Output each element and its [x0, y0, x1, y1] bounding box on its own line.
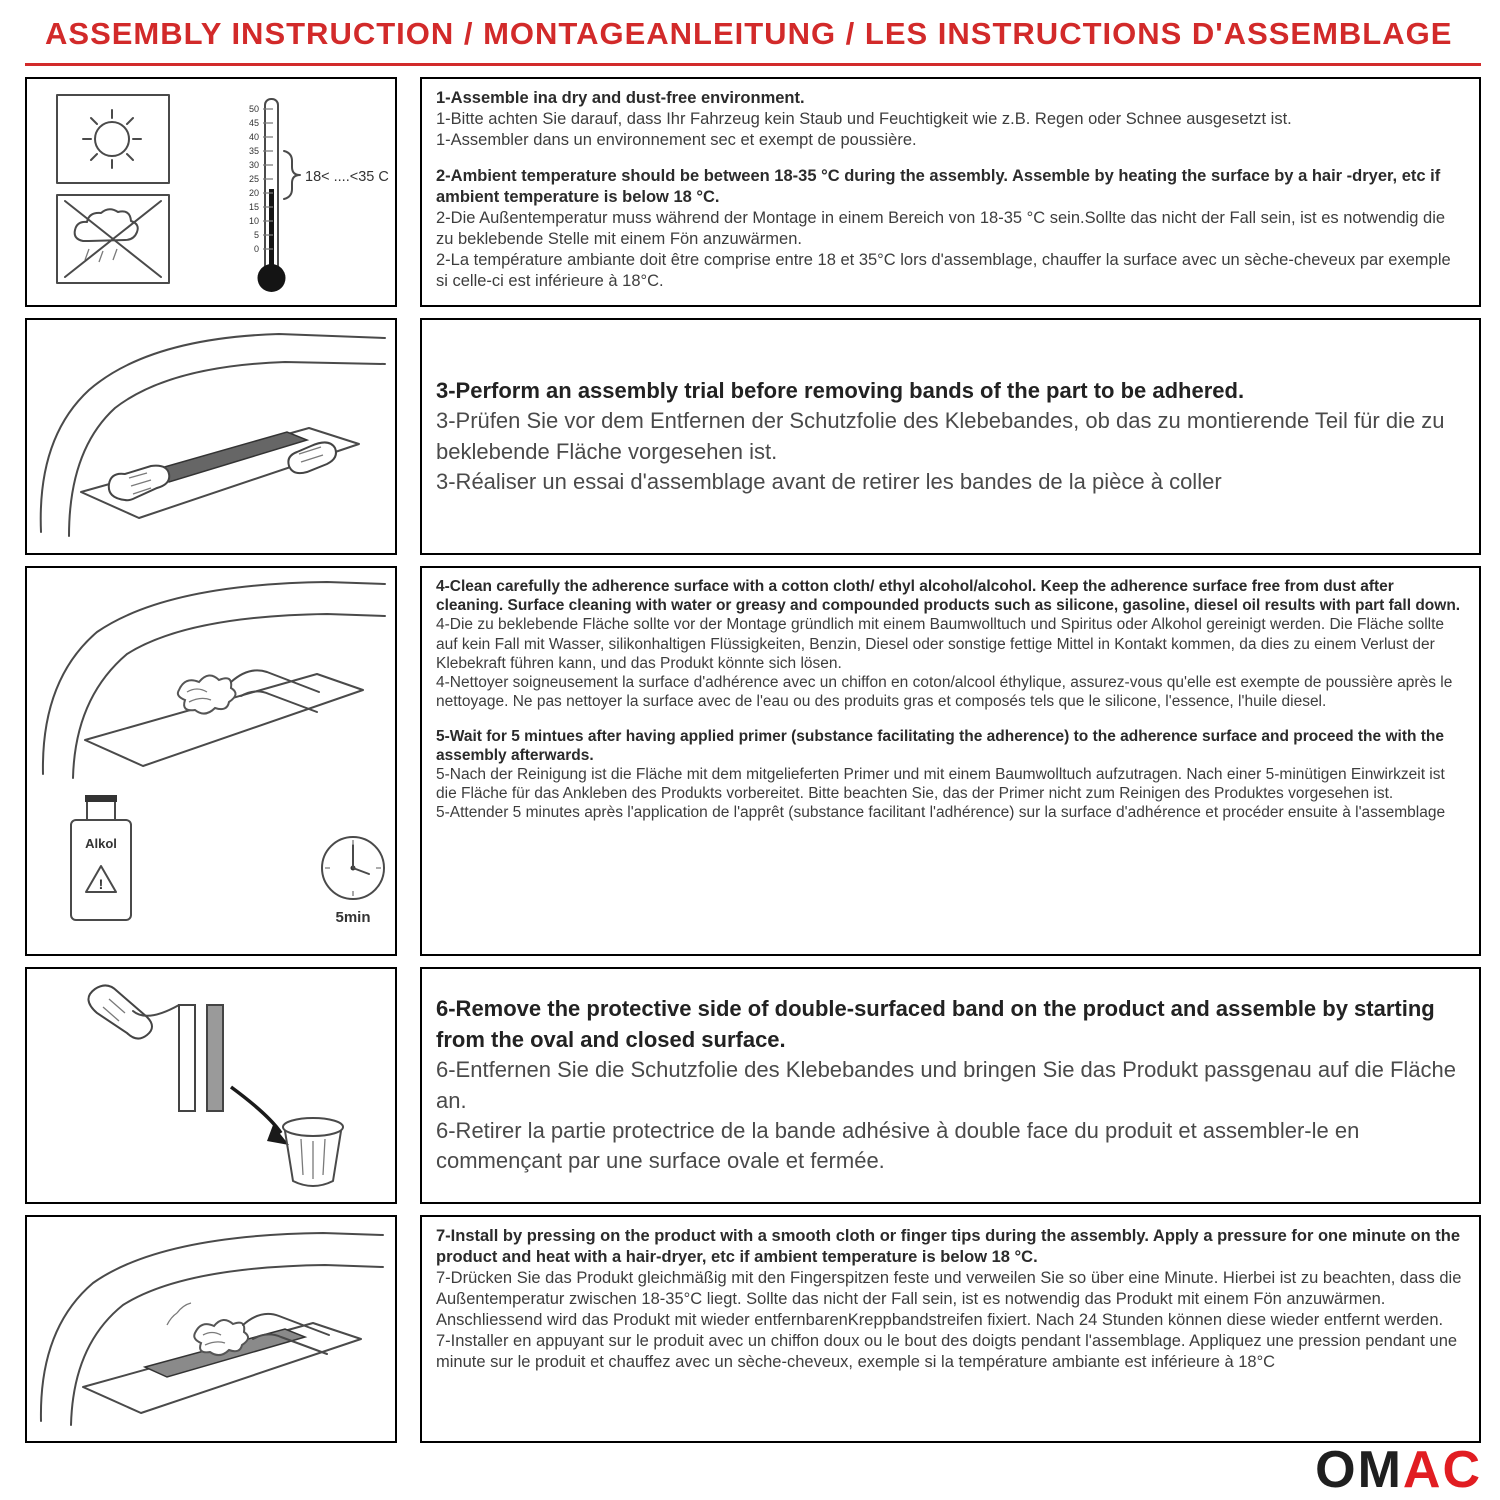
step-4-fr: 4-Nettoyer soigneusement la surface d'adhérence avec un chiffon en coton/alcool éthylique, assurez-vous qu'elle est exempte de poussière après le nettoyage. Ne pas nettoyer la surface avec de l'eau ou des produits gras et composés tels que le silicone, l'essence, l'huile diesel.	[436, 674, 1453, 711]
adhesive-strip	[147, 432, 307, 482]
illustration-box-press	[25, 1215, 397, 1443]
cleaning-illustration	[27, 568, 395, 954]
environment-temperature-illustration	[27, 79, 395, 305]
step-3-en: 3-Perform an assembly trial before removing bands of the part to be adhered.	[436, 377, 1245, 403]
svg-text:40: 40	[248, 132, 259, 142]
step-6-fr: 6-Retirer la partie protectrice de la bande adhésive à double face du produit et assembler-le en commençant par une surface ovale et fermée.	[436, 1117, 1360, 1174]
step-7-fr: 7-Installer en appuyant sur le produit avec un chiffon doux ou le bout des doigts pendant l'assemblage. Appliquez une pression pendant une minute sur le produit et chauffez avec un sèche-cheveux, exemple si la température ambiante est inférieure à 18°C	[436, 1331, 1458, 1371]
step-6-en: 6-Remove the protective side of double-surfaced band on the product and assemble by starting from the oval and closed surface.	[436, 996, 1435, 1052]
assembly-trial-illustration	[27, 320, 395, 553]
step-2-fr: 2-La température ambiante doit être comprise entre 18 et 35°C lors d'assemblage, chauffer la surface avec un sèche-cheveux par exemple si celle-ci est inférieure à 18°C.	[436, 250, 1451, 290]
press-illustration	[27, 1217, 395, 1441]
step-5-fr: 5-Attender 5 minutes après l'application de l'apprêt (substance facilitant l'adhérence) sur la surface d'adhérence et procéder ensuite à l'assemblage	[436, 804, 1446, 822]
instructions-box-step-4-5	[420, 566, 1481, 956]
svg-text:50: 50	[248, 104, 259, 114]
bottle-label: Alkol	[85, 836, 117, 851]
step-7-en: 7-Install by pressing on the product with a smooth cloth or finger tips during the assembly. Apply a pressure for one minute on the product and heat with a hair-dryer, etc if ambient temperature is below 18 °C.	[436, 1227, 1461, 1266]
illustration-box-cleaning	[25, 566, 397, 956]
logo-text-dark: OM	[1315, 1441, 1403, 1499]
title-underline	[25, 63, 1481, 66]
step-2-de: 2-Die Außentemperatur muss während der Montage in einem Bereich von 18-35 °C sein.Sollte das nicht der Fall sein, ist es notwendig die zu beklebende Stelle mit einem Fön anzuwärmen.	[436, 208, 1446, 248]
cleaning-cloth	[178, 670, 319, 713]
omac-logo	[1315, 1441, 1482, 1499]
clock-icon	[322, 837, 384, 926]
svg-text:0: 0	[253, 244, 259, 254]
svg-text:15: 15	[248, 202, 259, 212]
step-5-en: 5-Wait for 5 mintues after having applied primer (substance facilitating the adherence) to the adherence surface and proceed the with the assembly afterwards.	[436, 727, 1444, 764]
svg-text:35: 35	[248, 146, 259, 156]
no-rain-icon	[57, 195, 169, 283]
temperature-range-label: 18< ....<35 C	[305, 169, 389, 185]
svg-text:20: 20	[248, 188, 259, 198]
step-4-de: 4-Die zu beklebende Fläche sollte vor der Montage gründlich mit einem Baumwolltuch und Spiritus oder Alkohol gereinigt werden. Die Fläche sollte auf kein Fall mit Wasser, silikonhaltigen Flüssigkeiten, Benzin, Diesel oder sonstige fettige Mittel in Kontakt kommen, da dies zu einem Verlust der Klebekraft führen kann, und das Produkt könnte sich lösen.	[436, 616, 1445, 672]
step-1-en: 1-Assemble ina dry and dust-free environment.	[436, 89, 805, 107]
door-sill-drawing	[41, 334, 385, 536]
trash-icon	[283, 1118, 343, 1186]
step-1-de: 1-Bitte achten Sie darauf, dass Ihr Fahrzeug kein Staub und Feuchtigkeit wie z.B. Regen oder Schnee ausgesetzt ist.	[436, 109, 1292, 128]
svg-text:25: 25	[248, 174, 259, 184]
instructions-box-step-6	[420, 967, 1481, 1204]
thermometer-icon	[249, 99, 389, 292]
step-2-en: 2-Ambient temperature should be between 18-35 °C during the assembly. Assemble by heating the surface by a hair -dryer, etc if ambient temperature is below 18 °C.	[436, 166, 1441, 206]
step-3-de: 3-Prüfen Sie vor dem Entfernen der Schutzfolie des Klebebandes, ob das zu montierende Teil für die zu beklebende Fläche vorgesehen ist.	[436, 408, 1445, 464]
svg-text:45: 45	[248, 118, 259, 128]
step-4-en: 4-Clean carefully the adherence surface with a cotton cloth/ ethyl alcohol/alcohol. Keep the adherence surface free from dust after cleaning. Surface cleaning with water or greasy and compounded products such as silicone, gasoline, diesel oil results with part fall down.	[436, 578, 1461, 615]
discard-arrow	[231, 1087, 289, 1145]
alcohol-bottle	[71, 795, 131, 920]
logo-text-red: AC	[1402, 1441, 1482, 1499]
illustration-box-environment	[25, 77, 397, 307]
remove-band-illustration	[27, 969, 395, 1202]
step-7-de: 7-Drücken Sie das Produkt gleichmäßig mit den Fingerspitzen feste und verweilen Sie so über eine Minute. Hierbei ist zu beachten, dass die Außentemperatur zwischen 18-35°C liegt. Sollte das nicht der Fall sein, ist es notwendig das Produkt mit einem Fön anzuwärmen. Anschliessend wird das Produkt mit wieder entfernbarenKreppbandstreifen fixiert. Nach 24 Stunden können diese wieder entfernt werden.	[436, 1268, 1462, 1329]
page-title: ASSEMBLY INSTRUCTION / MONTAGEANLEITUNG / LES INSTRUCTIONS D'ASSEMBLAGE	[45, 16, 1453, 51]
sun-icon	[57, 95, 169, 183]
instructions-box-step-1-2	[420, 77, 1481, 307]
step-6-de: 6-Entfernen Sie die Schutzfolie des Klebebandes und bringen Sie das Produkt passgenau auf die Fläche an.	[436, 1057, 1457, 1113]
step-5-de: 5-Nach der Reinigung ist die Fläche mit dem mitgelieferten Primer und mit einem Baumwolltuch aufzutragen. Nach einer 5-minütigen Einwirkzeit ist die Fläche für das Ankleben des Produkts vorbereitet. Bitte beachten Sie, das der Primer nicht zum Reinigen des Produktes vorgesehen ist.	[436, 765, 1445, 803]
illustration-box-assembly-trial	[25, 318, 397, 555]
instructions-box-step-7	[420, 1215, 1481, 1443]
instructions-box-step-3	[420, 318, 1481, 555]
step-3-fr: 3-Réaliser un essai d'assemblage avant de retirer les bandes de la pièce à coller	[436, 468, 1222, 494]
svg-text:10: 10	[248, 216, 259, 226]
peeling-hand	[88, 985, 152, 1038]
svg-text:30: 30	[248, 160, 259, 170]
step-1-fr: 1-Assembler dans un environnement sec et exempt de poussière.	[436, 130, 917, 149]
illustration-box-remove-band	[25, 967, 397, 1204]
wait-time-label: 5min	[335, 909, 371, 926]
warning-mark: !	[98, 876, 104, 892]
svg-text:5: 5	[253, 230, 259, 240]
